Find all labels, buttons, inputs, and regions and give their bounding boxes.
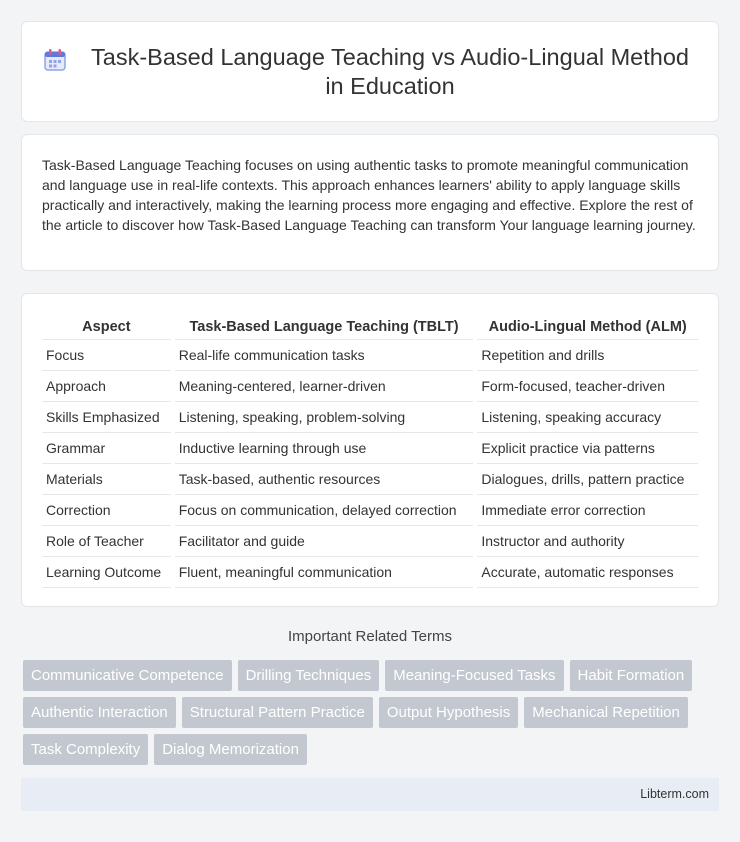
- table-cell: Inductive learning through use: [175, 433, 474, 464]
- related-term-tag[interactable]: Meaning-Focused Tasks: [385, 660, 563, 691]
- related-term-tag[interactable]: Habit Formation: [570, 660, 693, 691]
- table-cell: Accurate, automatic responses: [477, 557, 698, 588]
- comparison-table: [38, 314, 702, 588]
- header-tblt: Task-Based Language Teaching (TBLT): [175, 314, 474, 340]
- calendar-icon: [42, 47, 68, 73]
- table-cell: Skills Emphasized: [42, 402, 171, 433]
- related-term-tag[interactable]: Authentic Interaction: [23, 697, 176, 728]
- footer: [21, 778, 719, 811]
- footer-site-link[interactable]: Libterm.com: [640, 787, 709, 801]
- intro-card: [21, 134, 719, 271]
- page-title: Task-Based Language Teaching vs Audio-Lingual Method in Education: [91, 43, 689, 99]
- table-row: [42, 526, 698, 557]
- table-cell: Listening, speaking, problem-solving: [175, 402, 474, 433]
- table-row: [42, 402, 698, 433]
- table-cell: Listening, speaking accuracy: [477, 402, 698, 433]
- table-cell: Facilitator and guide: [175, 526, 474, 557]
- table-cell: Meaning-centered, learner-driven: [175, 371, 474, 402]
- table-cell: Instructor and authority: [477, 526, 698, 557]
- related-term-tag[interactable]: Dialog Memorization: [154, 734, 307, 765]
- table-cell: Focus: [42, 340, 171, 371]
- table-cell: Focus on communication, delayed correction: [175, 495, 474, 526]
- table-cell: Grammar: [42, 433, 171, 464]
- table-cell: Dialogues, drills, pattern practice: [477, 464, 698, 495]
- table-row: [42, 464, 698, 495]
- table-cell: Materials: [42, 464, 171, 495]
- intro-text: Task-Based Language Teaching focuses on using authentic tasks to promote meaningful communication and language use in real-life contexts. This approach enhances learners' ability to apply language skills practically and interactively, making the learning process more engaging and effective. Explore the rest of the article to discover how Task-Based Language Teaching can transform Your language learning journey.: [42, 157, 696, 233]
- table-cell: Role of Teacher: [42, 526, 171, 557]
- table-cell: Explicit practice via patterns: [477, 433, 698, 464]
- related-term-tag[interactable]: Communicative Competence: [23, 660, 232, 691]
- table-header-row: [42, 314, 698, 340]
- table-row: [42, 371, 698, 402]
- table-cell: Fluent, meaningful communication: [175, 557, 474, 588]
- related-terms-list: [23, 660, 723, 771]
- table-row: [42, 495, 698, 526]
- table-cell: Task-based, authentic resources: [175, 464, 474, 495]
- related-term-tag[interactable]: Task Complexity: [23, 734, 148, 765]
- header-card: [21, 21, 719, 122]
- table-cell: Correction: [42, 495, 171, 526]
- comparison-card: [21, 293, 719, 607]
- table-cell: Immediate error correction: [477, 495, 698, 526]
- table-cell: Real-life communication tasks: [175, 340, 474, 371]
- related-terms-title: Important Related Terms: [288, 628, 452, 645]
- table-row: [42, 557, 698, 588]
- header-alm: Audio-Lingual Method (ALM): [477, 314, 698, 340]
- table-cell: Approach: [42, 371, 171, 402]
- table-row: [42, 340, 698, 371]
- table-row: [42, 433, 698, 464]
- related-term-tag[interactable]: Mechanical Repetition: [524, 697, 688, 728]
- related-term-tag[interactable]: Output Hypothesis: [379, 697, 518, 728]
- header-aspect: Aspect: [42, 314, 171, 340]
- table-cell: Repetition and drills: [477, 340, 698, 371]
- related-term-tag[interactable]: Drilling Techniques: [238, 660, 380, 691]
- table-cell: Form-focused, teacher-driven: [477, 371, 698, 402]
- table-cell: Learning Outcome: [42, 557, 171, 588]
- related-term-tag[interactable]: Structural Pattern Practice: [182, 697, 373, 728]
